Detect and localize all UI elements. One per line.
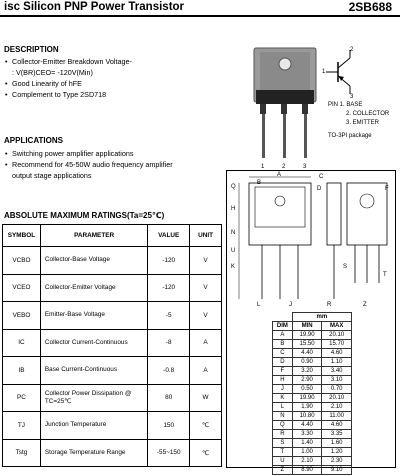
page-header (0, 0, 400, 17)
max-cell: 1.10 (322, 358, 352, 367)
table-row (273, 367, 352, 376)
description-item: • Good Linearity of hFE (4, 78, 194, 89)
max-cell: 20.10 (322, 331, 352, 340)
outline-drawing (227, 171, 395, 311)
dims-corner (273, 313, 293, 322)
parameter-cell: Emitter-Base Voltage (40, 302, 147, 330)
dim-cell: J (273, 385, 293, 394)
table-row (273, 394, 352, 403)
dim-cell: S (273, 439, 293, 448)
value-cell: -120 (148, 247, 190, 275)
symbol-label-base: 1 (322, 69, 326, 75)
value-cell: -8 (148, 329, 190, 357)
symbol-cell: TJ (3, 412, 41, 440)
dim-cell: A (273, 331, 293, 340)
header-unit: UNIT (190, 225, 222, 247)
unit-cell: V (190, 247, 222, 275)
package-photo (250, 46, 322, 162)
dim-label-u: U (231, 248, 236, 254)
dim-cell: Q (273, 421, 293, 430)
unit-cell: V (190, 274, 222, 302)
unit-cell: ℃ (190, 412, 222, 440)
application-item: output stage applications (12, 171, 92, 180)
package-drawing (226, 170, 396, 473)
table-row (273, 385, 352, 394)
min-cell: 19.90 (292, 331, 322, 340)
ratings-title: ABSOLUTE MAXIMUM RATINGS(Ta=25℃) (4, 211, 165, 220)
symbol-label-emitter: 3 (350, 94, 354, 100)
applications-list (4, 148, 204, 181)
applications-title: APPLICATIONS (4, 136, 63, 145)
min-cell: 2.10 (292, 457, 322, 466)
part-number: 2SB688 (348, 0, 392, 14)
parameter-cell: Storage Temperature Range (40, 439, 147, 467)
unit-cell: W (190, 384, 222, 412)
value-cell: -0.8 (148, 357, 190, 385)
dim-cell: C (273, 349, 293, 358)
symbol-cell: VEBO (3, 302, 41, 330)
dim-label-a: A (277, 172, 282, 178)
dim-cell: B (273, 340, 293, 349)
value-cell: -120 (148, 274, 190, 302)
pin-number: 2 (282, 164, 286, 170)
min-cell: 3.20 (292, 367, 322, 376)
table-row (3, 329, 222, 357)
pin-number: 1 (261, 164, 265, 170)
dims-header-max: MAX (322, 322, 352, 331)
max-cell: 4.60 (322, 421, 352, 430)
parameter-cell: Collector Current-Continuous (40, 329, 147, 357)
value-cell: 80 (148, 384, 190, 412)
table-row (3, 247, 222, 275)
parameter-cell: Junction Temperature (40, 412, 147, 440)
header-symbol: SYMBOL (3, 225, 41, 247)
pnp-symbol-icon (322, 46, 362, 98)
min-cell: 1.40 (292, 439, 322, 448)
dim-label-f: F (385, 186, 389, 192)
pin2-label: 2. COLLECTOR (346, 111, 390, 117)
value-cell: -55~150 (148, 439, 190, 467)
max-cell: 20.10 (322, 394, 352, 403)
dim-label-d: D (317, 186, 322, 192)
dim-cell: D (273, 358, 293, 367)
min-cell: 4.40 (292, 421, 322, 430)
parameter-cell: Collector-Emitter Voltage (40, 274, 147, 302)
max-cell: 4.60 (322, 349, 352, 358)
max-cell: 0.70 (322, 385, 352, 394)
dims-header-min: MIN (292, 322, 322, 331)
dimensions-table (272, 312, 352, 475)
table-row (273, 439, 352, 448)
dim-label-r: R (327, 302, 332, 308)
table-row (3, 412, 222, 440)
unit-cell: A (190, 329, 222, 357)
pin1-label: PIN 1. BASE (328, 102, 363, 108)
max-cell: 15.70 (322, 340, 352, 349)
max-cell: 9.10 (322, 466, 352, 475)
min-cell: 15.50 (292, 340, 322, 349)
parameter-cell: Collector Power Dissipation @ TC=25℃ (40, 384, 147, 412)
dims-header-dim: DIM (273, 322, 293, 331)
table-row (273, 421, 352, 430)
symbol-label-collector: 2 (350, 47, 354, 53)
unit-cell: ℃ (190, 439, 222, 467)
table-row (273, 403, 352, 412)
max-cell: 11.00 (322, 412, 352, 421)
pin-number: 3 (303, 164, 307, 170)
table-row (273, 448, 352, 457)
unit-cell: V (190, 302, 222, 330)
ratings-header-row (3, 225, 222, 247)
dim-label-s: S (343, 264, 348, 270)
dim-label-q: Q (231, 184, 236, 190)
description-item: : V(BR)CEO= -120V(Min) (12, 68, 93, 77)
min-cell: 0.90 (292, 358, 322, 367)
table-row (273, 430, 352, 439)
pin3-label: 3. EMITTER (346, 120, 380, 126)
dim-cell: R (273, 430, 293, 439)
table-row (273, 340, 352, 349)
table-row (3, 274, 222, 302)
dim-label-b: B (257, 180, 262, 186)
min-cell: 0.50 (292, 385, 322, 394)
table-row (273, 349, 352, 358)
dimensions-body (273, 331, 352, 475)
dim-label-z: Z (363, 302, 367, 308)
min-cell: 10.80 (292, 412, 322, 421)
table-row (273, 466, 352, 475)
dim-label-c: C (319, 174, 324, 180)
max-cell: 3.40 (322, 367, 352, 376)
table-row (273, 412, 352, 421)
table-row (273, 331, 352, 340)
table-row (3, 439, 222, 467)
min-cell: 19.90 (292, 394, 322, 403)
dim-cell: K (273, 394, 293, 403)
dim-cell: U (273, 457, 293, 466)
min-cell: 4.40 (292, 349, 322, 358)
unit-cell: A (190, 357, 222, 385)
max-cell: 2.30 (322, 457, 352, 466)
max-cell: 1.60 (322, 439, 352, 448)
symbol-cell: VCBO (3, 247, 41, 275)
dim-cell: N (273, 412, 293, 421)
description-item: • Complement to Type 2SD718 (4, 89, 194, 100)
table-row (273, 376, 352, 385)
min-cell: 3.30 (292, 430, 322, 439)
dim-label-h: H (231, 206, 236, 212)
symbol-cell: VCEO (3, 274, 41, 302)
application-item: • Switching power amplifier applications (4, 148, 204, 159)
application-item: • Recommend for 45-50W audio frequency amplifier (4, 159, 204, 170)
max-cell: 2.10 (322, 403, 352, 412)
table-row (3, 384, 222, 412)
min-cell: 1.00 (292, 448, 322, 457)
symbol-cell: IC (3, 329, 41, 357)
header-value: VALUE (148, 225, 190, 247)
value-cell: 150 (148, 412, 190, 440)
dim-cell: T (273, 448, 293, 457)
max-cell: 1.20 (322, 448, 352, 457)
table-row (3, 302, 222, 330)
description-title: DESCRIPTION (4, 45, 59, 54)
max-cell: 3.35 (322, 430, 352, 439)
min-cell: 2.90 (292, 376, 322, 385)
ratings-table (2, 224, 222, 467)
max-cell: 3.10 (322, 376, 352, 385)
value-cell: -5 (148, 302, 190, 330)
description-list (4, 56, 194, 100)
package-name: TO-3PI package (328, 133, 372, 139)
dims-unit: mm (292, 313, 351, 322)
description-item: • Collector-Emitter Breakdown Voltage- (4, 56, 194, 67)
dim-label-l: L (257, 302, 261, 308)
table-row (3, 357, 222, 385)
brand-title: isc Silicon PNP Power Transistor (4, 1, 185, 13)
dim-label-t: T (383, 272, 387, 278)
table-row (273, 457, 352, 466)
min-cell: 1.90 (292, 403, 322, 412)
dim-cell: Z (273, 466, 293, 475)
dim-label-k: K (231, 264, 236, 270)
min-cell: 8.90 (292, 466, 322, 475)
header-parameter: PARAMETER (40, 225, 147, 247)
symbol-cell: PC (3, 384, 41, 412)
parameter-cell: Base Current-Continuous (40, 357, 147, 385)
dim-cell: H (273, 376, 293, 385)
dim-cell: F (273, 367, 293, 376)
dim-cell: L (273, 403, 293, 412)
symbol-cell: Tstg (3, 439, 41, 467)
dim-label-n: N (231, 230, 236, 236)
dim-label-j: J (289, 302, 292, 308)
table-row (273, 358, 352, 367)
symbol-cell: IB (3, 357, 41, 385)
parameter-cell: Collector-Base Voltage (40, 247, 147, 275)
